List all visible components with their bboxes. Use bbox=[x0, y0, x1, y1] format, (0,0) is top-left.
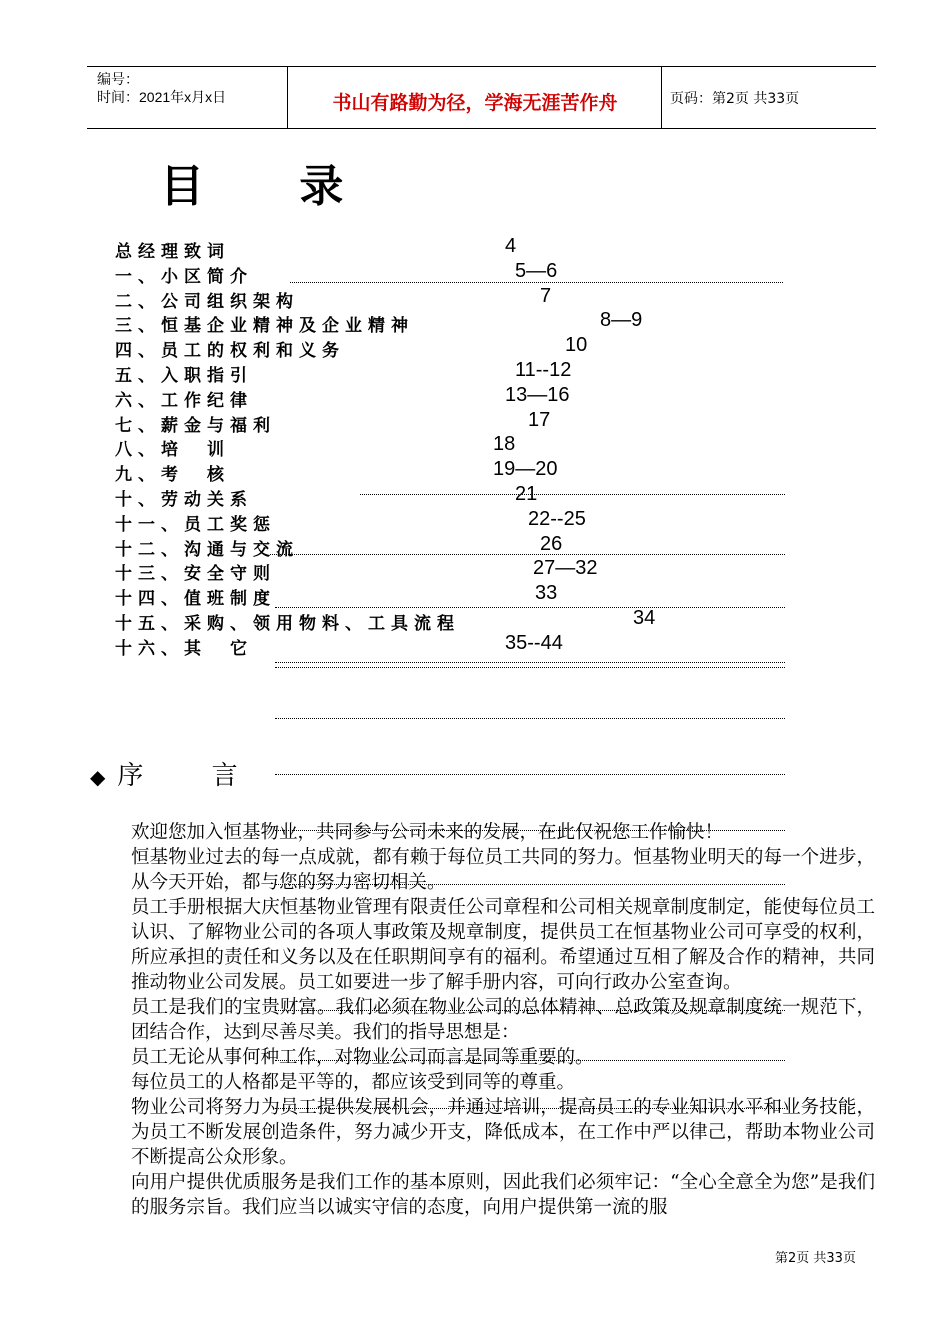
toc-entry-label: 七、薪金与福利 bbox=[115, 415, 276, 436]
toc-entry-label: 六、工作纪律 bbox=[115, 390, 253, 411]
toc-entry-page: 33 bbox=[535, 582, 558, 605]
preface-title: 序 言 bbox=[117, 761, 268, 791]
toc-title: 目 录 bbox=[160, 161, 384, 212]
toc-entry-label: 十四、值班制度 bbox=[115, 589, 276, 610]
toc-entry-page: 8—9 bbox=[600, 309, 643, 332]
toc-entry-page: 17 bbox=[528, 408, 551, 431]
toc-entry-label: 十三、安全守则 bbox=[115, 564, 276, 585]
preface-paragraph: 恒基物业过去的每一点成就，都有赖于每位员工共同的努力。恒基物业明天的每一个进步，从今天开始，都与您的努力密切相关。 bbox=[131, 847, 875, 893]
preface-body bbox=[87, 820, 875, 1220]
dotted-leader bbox=[275, 662, 785, 663]
toc-entry-page: 19—20 bbox=[493, 458, 558, 481]
dotted-leader bbox=[275, 667, 785, 668]
preface-paragraph: 物业公司将努力为员工提供发展机会，并通过培训，提高员工的专业知识水平和业务技能，为员工不断发展创造条件，努力减少开支，降低成本，在工作中严以律己，帮助本物业公司不断提高公众形象。 bbox=[131, 1097, 875, 1168]
toc-entry-label: 三、恒基企业精神及企业精神 bbox=[115, 316, 414, 337]
toc-entry-label: 十五、采购、领用物料、工具流程 bbox=[115, 614, 460, 634]
toc-entry-page: 18 bbox=[493, 433, 516, 456]
toc-entry-page: 26 bbox=[540, 532, 563, 555]
toc-entry-label: 四、员工的权利和义务 bbox=[115, 341, 345, 362]
toc-entry-label: 九、考 核 bbox=[115, 465, 230, 486]
preface-paragraph: 员工是我们的宝贵财富。我们必须在物业公司的总体精神、总政策及规章制度统一规范下，团结合作，达到尽善尽美。我们的指导思想是： bbox=[131, 997, 875, 1043]
preface-heading bbox=[90, 755, 268, 792]
header-top-rule bbox=[87, 66, 876, 67]
toc-entry-label: 八、培 训 bbox=[115, 440, 230, 461]
document-number: 编号： bbox=[97, 71, 139, 87]
toc-entry-label: 十六、其 它 bbox=[115, 638, 253, 659]
toc-entry-page: 35--44 bbox=[505, 631, 563, 654]
toc-entry-label: 二、公司组织架构 bbox=[115, 291, 299, 312]
dotted-leader bbox=[275, 774, 785, 775]
toc-entry-label: 十二、沟通与交流 bbox=[115, 539, 299, 560]
toc-entry-page: 11--12 bbox=[515, 359, 572, 381]
header-divider-1 bbox=[287, 66, 288, 129]
preface-paragraph: 每位员工的人格都是平等的，都应该受到同等的尊重。 bbox=[131, 1072, 576, 1093]
header-meta bbox=[97, 70, 226, 106]
preface-paragraph: 向用户提供优质服务是我们工作的基本原则，因此我们必须牢记：“全心全意全为您”是我们的服务宗旨。我们应当以诚实守信的态度，向用户提供第一流的服 bbox=[131, 1172, 875, 1218]
toc-entry-page: 27—32 bbox=[533, 557, 598, 580]
dotted-leader bbox=[360, 494, 785, 495]
toc-entry-label: 总经理致词 bbox=[115, 242, 230, 262]
dotted-leader bbox=[290, 282, 783, 283]
header-bottom-rule bbox=[87, 128, 876, 129]
toc-entry-page: 4 bbox=[505, 235, 517, 257]
toc-entry-page: 22--25 bbox=[528, 507, 586, 530]
dotted-leader bbox=[275, 718, 785, 719]
toc-entry-label: 一、小区简介 bbox=[115, 266, 253, 287]
toc-entry-page: 10 bbox=[565, 334, 588, 357]
toc-entry-page: 34 bbox=[633, 607, 656, 629]
header-page-number: 页码：第2页 共33页 bbox=[670, 91, 800, 107]
preface-paragraph: 欢迎您加入恒基物业，共同参与公司未来的发展，在此仅祝您工作愉快！ bbox=[131, 822, 724, 843]
toc-entry-page: 7 bbox=[540, 284, 552, 307]
toc-entry-page: 5—6 bbox=[515, 259, 558, 282]
header-divider-2 bbox=[661, 66, 662, 129]
toc-entry-page: 21 bbox=[515, 483, 538, 505]
preface-paragraph: 员工无论从事何种工作，对物业公司而言是同等重要的。 bbox=[131, 1047, 594, 1068]
preface-paragraph: 员工手册根据大庆恒基物业管理有限责任公司章程和公司相关规章制度制定，能使每位员工认识、了解物业公司的各项人事政策及规章制度，提供员工在恒基物业公司可享受的权利，所应承担的责任和义务以及在任职期间享有的福利。希望通过互相了解及合作的精神，共同推动物业公司发展。员工如要进一步了解手册内容，可向行政办公室查询。 bbox=[131, 897, 875, 993]
toc-entry-page: 13—16 bbox=[505, 383, 570, 406]
diamond-bullet-icon: ◆ bbox=[90, 765, 106, 789]
header-slogan: 书山有路勤为径，学海无涯苦作舟 bbox=[332, 92, 618, 114]
dotted-leader bbox=[275, 607, 785, 608]
toc-entry-label: 五、入职指引 bbox=[115, 366, 253, 386]
document-time: 时间：2021年x月x日 bbox=[97, 89, 227, 105]
toc-entry-label: 十、劳动关系 bbox=[115, 490, 253, 510]
footer-page-number: 第2页 共33页 bbox=[775, 1251, 856, 1266]
toc-entry-label: 十一、员工奖惩 bbox=[115, 514, 276, 535]
dotted-leader bbox=[270, 554, 785, 555]
